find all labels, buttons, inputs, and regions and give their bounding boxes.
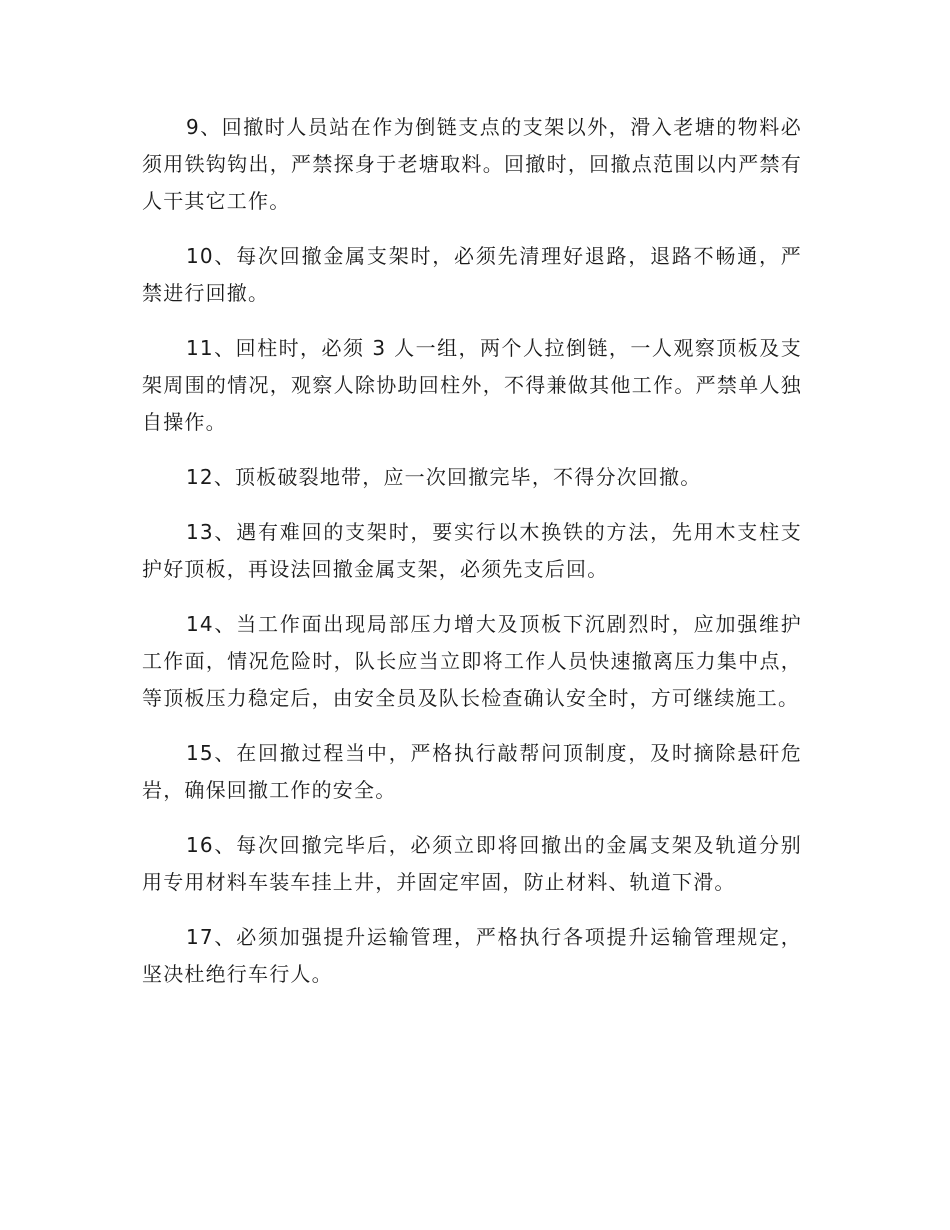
paragraph-item-13: 13、遇有难回的支架时，要实行以木换铁的方法，先用木支柱支护好顶板，再设法回撤金属支架，必须先支后回。	[142, 520, 802, 581]
paragraph-item-14: 14、当工作面出现局部压力增大及顶板下沉剧烈时，应加强维护工作面，情况危险时，队长应当立即将工作人员快速撤离压力集中点，等顶板压力稳定后，由安全员及队长检查确认安全时，方可继续施工。	[142, 612, 802, 710]
paragraph-item-11: 11、回柱时，必须 3 人一组，两个人拉倒链，一人观察顶板及支架周围的情况，观察人除协助回柱外，不得兼做其他工作。严禁单人独自操作。	[142, 336, 802, 434]
paragraph-item-10: 10、每次回撤金属支架时，必须先清理好退路，退路不畅通，严禁进行回撤。	[142, 244, 802, 305]
paragraph-item-17: 17、必须加强提升运输管理，严格执行各项提升运输管理规定，坚决杜绝行车行人。	[142, 925, 802, 986]
paragraph-item-16: 16、每次回撤完毕后，必须立即将回撤出的金属支架及轨道分别用专用材料车装车挂上井，并固定牢固，防止材料、轨道下滑。	[142, 833, 802, 894]
paragraph-item-15: 15、在回撤过程当中，严格执行敲帮问顶制度，及时摘除悬矸危岩，确保回撤工作的安全。	[142, 741, 802, 802]
paragraph-item-12: 12、顶板破裂地带，应一次回撤完毕，不得分次回撤。	[186, 465, 702, 489]
document-body	[142, 109, 802, 1011]
paragraph-item-9: 9、回撤时人员站在作为倒链支点的支架以外，滑入老塘的物料必须用铁钩钩出，严禁探身于老塘取料。回撤时，回撤点范围以内严禁有人干其它工作。	[142, 115, 802, 213]
